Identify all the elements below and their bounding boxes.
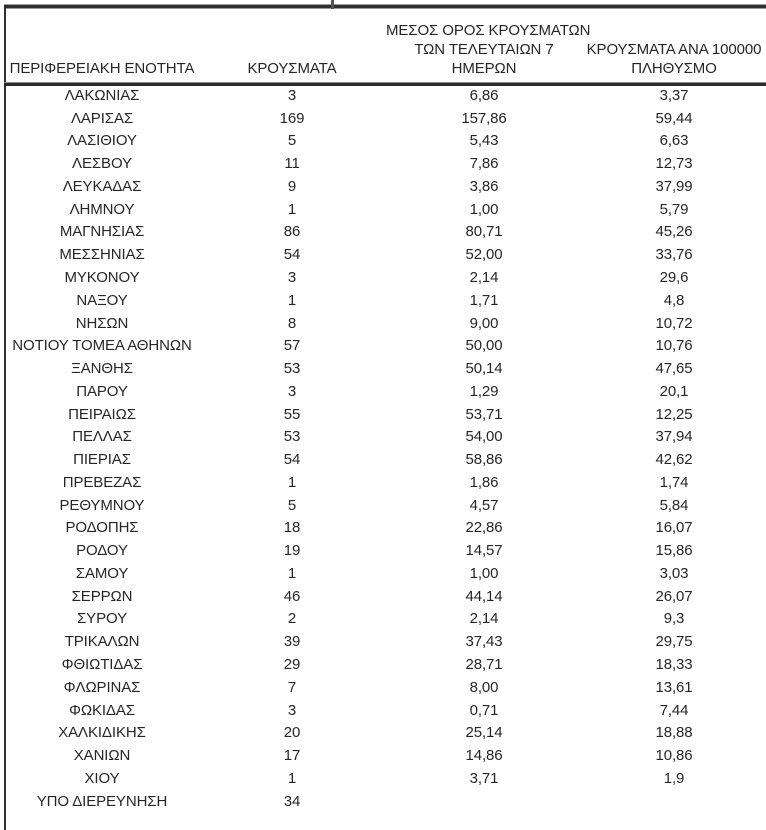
table-row	[6, 198, 766, 221]
table-row	[6, 448, 766, 471]
cell-cases: 2	[287, 610, 297, 628]
cell-per100k: 16,07	[655, 519, 693, 537]
table-row	[6, 653, 766, 676]
cell-per100k: 4,8	[663, 291, 685, 309]
cell-per100k: 47,65	[655, 360, 693, 378]
cell-avg7: 2,14	[469, 269, 499, 286]
cell-region: ΜΑΓΝΗΣΙΑΣ	[59, 223, 145, 241]
table-row	[6, 175, 766, 198]
cell-region: ΝΑΞΟΥ	[76, 291, 128, 309]
cell-region: ΠΙΕΡΙΑΣ	[73, 451, 131, 469]
cell-per100k: 29,75	[655, 633, 693, 651]
cell-region: ΣΕΡΡΩΝ	[71, 587, 133, 605]
cell-avg7: 44,14	[465, 587, 503, 605]
cell-per100k: 59,44	[655, 109, 693, 127]
cell-per100k: 12,25	[655, 405, 693, 423]
header-region-label: ΠΕΡΙΦΕΡΕΙΑΚΗ ΕΝΟΤΗΤΑ	[9, 60, 195, 77]
cell-per100k: 15,86	[655, 542, 693, 560]
cell-per100k: 9,3	[663, 610, 685, 628]
header-cases-label: ΚΡΟΥΣΜΑΤΑ	[247, 60, 337, 77]
cell-per100k: 42,62	[655, 451, 693, 469]
cell-per100k: 3,37	[659, 86, 689, 104]
cell-avg7: 7,86	[469, 155, 499, 173]
table-row	[6, 676, 766, 699]
header-per100k-label-line1: ΚΡΟΥΣΜΑΤΑ ΑΝΑ 100000	[586, 41, 762, 58]
cell-avg7: 2,14	[469, 610, 499, 628]
cell-avg7: 8,00	[469, 678, 499, 696]
cell-avg7: 4,57	[469, 496, 499, 514]
cell-avg7: 3,71	[469, 769, 499, 787]
table-row	[6, 403, 766, 426]
cell-per100k: 7,44	[659, 701, 689, 719]
cell-region: ΝΗΣΩΝ	[75, 314, 129, 332]
cell-cases: 1	[287, 473, 297, 491]
cell-cases: 1	[287, 200, 297, 218]
cell-per100k: 37,99	[655, 177, 693, 195]
cell-per100k: 18,88	[655, 724, 693, 742]
cell-avg7: 14,86	[465, 747, 503, 765]
table-row	[6, 517, 766, 540]
table-row	[6, 608, 766, 631]
header-avg7-label-line1: ΜΕΣΟΣ ΟΡΟΣ ΚΡΟΥΣΜΑΤΩΝ	[386, 22, 591, 39]
cell-per100k: 37,94	[655, 428, 693, 446]
cell-cases: 11	[284, 155, 300, 173]
cell-region: ΠΕΛΛΑΣ	[72, 428, 132, 446]
cell-avg7: 6,86	[469, 86, 499, 104]
cell-region: ΜΕΣΣΗΝΙΑΣ	[59, 246, 145, 264]
cell-cases: 54	[283, 246, 301, 264]
table-row	[6, 721, 766, 744]
cell-region: ΛΕΣΒΟΥ	[72, 155, 132, 173]
table-row	[6, 471, 766, 494]
cell-region: ΧΙΟΥ	[84, 769, 120, 787]
cell-avg7: 37,43	[465, 633, 503, 651]
cell-avg7: 9,00	[469, 314, 499, 332]
table-row	[6, 243, 766, 266]
cell-per100k: 45,26	[655, 223, 693, 241]
cell-region: ΛΗΜΝΟΥ	[69, 200, 135, 218]
cell-avg7: 80,71	[465, 223, 503, 241]
cell-per100k: 10,72	[655, 314, 693, 332]
cell-region: ΠΡΕΒΕΖΑΣ	[62, 473, 142, 491]
cell-avg7: 25,14	[465, 724, 503, 742]
cell-cases: 46	[283, 587, 301, 605]
cell-avg7: 14,57	[465, 542, 503, 560]
table-row	[6, 266, 766, 289]
cell-region: ΜΥΚΟΝΟΥ	[64, 269, 140, 286]
cell-cases: 8	[287, 314, 297, 332]
cell-cases: 53	[283, 360, 301, 378]
table-row	[6, 312, 766, 335]
cell-cases: 3	[287, 269, 297, 286]
cell-cases: 20	[283, 724, 301, 742]
cell-region: ΡΟΔΟΥ	[76, 542, 128, 560]
cell-cases: 55	[283, 405, 301, 423]
cell-cases: 1	[287, 769, 297, 787]
table-row	[6, 221, 766, 244]
cell-avg7: 3,86	[469, 177, 499, 195]
cell-per100k: 5,84	[659, 496, 689, 514]
cell-per100k: 20,1	[659, 382, 689, 400]
table-row	[6, 84, 766, 107]
cell-region: ΦΛΩΡΙΝΑΣ	[63, 678, 141, 696]
header-per100k	[582, 40, 766, 82]
cell-cases: 34	[283, 792, 301, 810]
cell-avg7: 1,00	[469, 200, 499, 218]
cell-cases: 86	[283, 223, 301, 241]
cell-cases: 54	[283, 451, 301, 469]
table-body	[6, 84, 766, 813]
cell-cases: 3	[287, 382, 297, 400]
table-row	[6, 357, 766, 380]
cell-avg7: 22,86	[465, 519, 503, 537]
table-header-row	[6, 0, 766, 82]
cell-avg7: 50,14	[465, 360, 503, 378]
table-row	[6, 744, 766, 767]
cell-avg7: 53,71	[465, 405, 503, 423]
table-row	[6, 790, 766, 813]
cell-per100k: 29,6	[659, 269, 689, 286]
cell-cases: 3	[287, 86, 297, 104]
cell-avg7: 52,00	[465, 246, 503, 264]
cell-cases: 19	[283, 542, 301, 560]
table-row	[6, 425, 766, 448]
table-row	[6, 130, 766, 153]
table-row	[6, 539, 766, 562]
cell-per100k: 1,74	[659, 473, 689, 491]
cell-cases: 1	[287, 564, 297, 582]
table-row	[6, 380, 766, 403]
cell-per100k: 18,33	[655, 656, 693, 674]
cell-per100k: 3,03	[659, 564, 689, 582]
cell-avg7: 1,86	[469, 473, 499, 491]
table-row	[6, 494, 766, 517]
header-avg7-label-line2: ΤΩΝ ΤΕΛΕΥΤΑΙΩΝ 7	[414, 41, 554, 58]
table-row	[6, 630, 766, 653]
header-avg7-label-line3: ΗΜΕΡΩΝ	[451, 60, 517, 77]
cell-avg7: 54,00	[465, 428, 503, 446]
cell-avg7: 157,86	[461, 109, 507, 127]
header-cases	[198, 59, 386, 82]
cell-cases: 169	[279, 109, 305, 127]
cell-cases: 53	[283, 428, 301, 446]
cell-region: ΡΕΘΥΜΝΟΥ	[59, 496, 145, 514]
table-row	[6, 152, 766, 175]
cell-cases: 18	[283, 519, 301, 537]
cell-per100k: 33,76	[655, 246, 693, 264]
cell-region: ΦΩΚΙΔΑΣ	[69, 701, 135, 719]
cell-avg7: 1,71	[469, 291, 499, 309]
cell-per100k: 5,79	[659, 200, 689, 218]
cell-per100k: 13,61	[655, 678, 693, 696]
cell-avg7: 1,29	[469, 382, 499, 400]
cell-avg7: 5,43	[469, 132, 499, 150]
cell-region: ΧΑΛΚΙΔΙΚΗΣ	[58, 724, 146, 742]
cell-avg7: 58,86	[465, 451, 503, 469]
header-region	[6, 59, 198, 82]
table-row	[6, 767, 766, 790]
cell-region: ΠΕΙΡΑΙΩΣ	[68, 405, 136, 423]
header-avg7	[386, 21, 591, 82]
cell-per100k: 6,63	[659, 132, 689, 150]
header-per100k-label-line2: ΠΛΗΘΥΣΜΟ	[631, 60, 717, 77]
cell-cases: 29	[283, 656, 301, 674]
cell-region: ΛΑΡΙΣΑΣ	[70, 109, 134, 127]
cell-region: ΣΥΡΟΥ	[77, 610, 127, 628]
cell-region: ΛΑΣΙΘΙΟΥ	[67, 132, 137, 150]
table-row	[6, 585, 766, 608]
cell-cases: 3	[287, 701, 297, 719]
cell-region: ΦΘΙΩΤΙΔΑΣ	[61, 656, 143, 674]
cell-cases: 1	[287, 291, 297, 309]
cell-cases: 57	[283, 337, 301, 355]
cell-per100k: 1,9	[663, 769, 685, 787]
cell-avg7: 0,71	[469, 701, 499, 719]
cell-region: ΡΟΔΟΠΗΣ	[65, 519, 139, 537]
cell-cases: 17	[283, 747, 301, 765]
cell-region: ΠΑΡΟΥ	[76, 382, 128, 400]
cell-per100k: 26,07	[655, 587, 693, 605]
cell-avg7: 28,71	[465, 656, 503, 674]
cell-cases: 7	[287, 678, 297, 696]
table-row	[6, 107, 766, 130]
cell-region: ΤΡΙΚΑΛΩΝ	[64, 633, 140, 651]
table-row	[6, 562, 766, 585]
cell-per100k: 10,86	[655, 747, 693, 765]
cell-region: ΛΑΚΩΝΙΑΣ	[64, 86, 140, 104]
table-row	[6, 334, 766, 357]
cell-region: ΥΠΟ ΔΙΕΡΕΥΝΗΣΗ	[36, 792, 168, 810]
cell-cases: 39	[283, 633, 301, 651]
cell-avg7: 1,00	[469, 564, 499, 582]
cell-region: ΣΑΜΟΥ	[75, 564, 129, 582]
table-row	[6, 289, 766, 312]
cell-avg7: 50,00	[465, 337, 503, 355]
cell-region: ΧΑΝΙΩΝ	[73, 747, 131, 765]
cell-cases: 5	[287, 496, 297, 514]
cell-region: ΛΕΥΚΑΔΑΣ	[62, 177, 142, 195]
cell-per100k: 12,73	[655, 155, 693, 173]
table-row	[6, 699, 766, 722]
cell-cases: 9	[287, 177, 297, 195]
cell-region: ΝΟΤΙΟΥ ΤΟΜΕΑ ΑΘΗΝΩΝ	[12, 337, 192, 355]
cell-cases: 5	[287, 132, 297, 150]
cell-region: ΞΑΝΘΗΣ	[71, 360, 133, 378]
cell-per100k: 10,76	[655, 337, 693, 355]
